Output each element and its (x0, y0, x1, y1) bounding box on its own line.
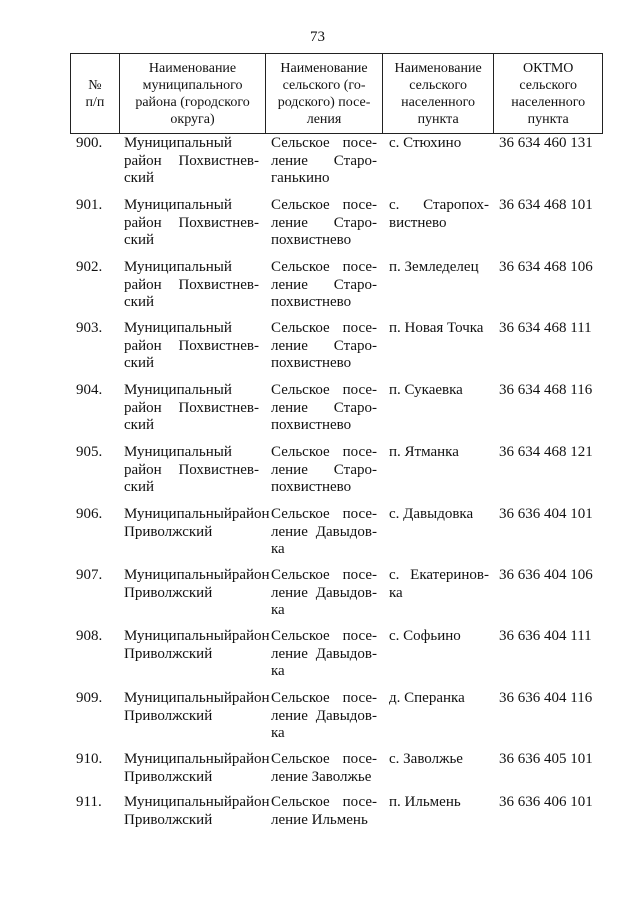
row-district (119, 690, 270, 725)
row-district (119, 259, 265, 312)
row-district (119, 382, 265, 435)
row-place (383, 506, 495, 524)
cell-line: Муниципальный (124, 628, 232, 644)
cell-line: ление Давыдов- (271, 645, 377, 662)
row-settlement (265, 320, 383, 373)
cell-line: Сельское посе- (271, 382, 377, 398)
row-number: 907. (76, 567, 103, 583)
cell-line: вистнево (389, 214, 447, 231)
cell-line: район Приволжский (124, 506, 270, 540)
cell-line: район Приволжский (124, 751, 270, 785)
row-oktmo: 36 636 405 101 (499, 751, 593, 767)
cell-line: ский (124, 355, 154, 371)
row-place (383, 197, 495, 232)
cell-line: Сельское посе- (271, 320, 377, 336)
header-district: Наименование муниципального района (городского округа) (120, 54, 266, 133)
row-oktmo: 36 634 468 111 (499, 320, 592, 336)
cell-line: Муниципальный (124, 690, 232, 706)
cell-line: Сельское посе- (271, 506, 377, 522)
cell-line: Сельское посе- (271, 259, 377, 275)
cell-line: ление Старо- (271, 276, 377, 293)
cell-line: Муниципальный (124, 197, 232, 213)
row-district (119, 444, 265, 497)
cell-line: ка (389, 584, 403, 601)
table-row (70, 444, 603, 502)
cell-line: Сельское посе- (271, 751, 377, 767)
header-settlement: Наименование сельского (го- родского) посе- ления (266, 54, 383, 133)
row-oktmo: 36 636 404 116 (499, 690, 593, 706)
cell-line: с. Старопох- (389, 197, 489, 213)
cell-line: район Похвистнев- (124, 461, 259, 478)
row-district (119, 320, 265, 373)
cell-line: Муниципальный (124, 506, 232, 522)
cell-line: с. Стюхино (389, 135, 462, 151)
row-district (119, 506, 270, 541)
cell-line: ление Давыдов- (271, 584, 377, 601)
cell-line: район Похвистнев- (124, 276, 259, 293)
row-place (383, 751, 495, 769)
row-settlement (265, 506, 383, 559)
cell-line: ка (271, 541, 285, 557)
row-place (383, 690, 495, 708)
cell-line: ка (271, 725, 285, 741)
cell-line: ление Старо- (271, 461, 377, 478)
cell-line: район Похвистнев- (124, 399, 259, 416)
page-number: 73 (310, 29, 325, 45)
cell-line: Сельское посе- (271, 444, 377, 460)
row-district (119, 135, 265, 188)
row-number: 904. (76, 382, 103, 398)
cell-line: похвистнево (271, 417, 352, 433)
row-number: 902. (76, 259, 103, 275)
cell-line: п. Новая Точка (389, 320, 484, 336)
table-row (70, 259, 603, 317)
cell-line: ка (271, 663, 285, 679)
cell-line: район Приволжский (124, 628, 270, 662)
cell-line: похвистнево (271, 479, 352, 495)
cell-line: с. Софьино (389, 628, 461, 644)
row-oktmo: 36 634 468 121 (499, 444, 593, 460)
row-oktmo: 36 636 404 106 (499, 567, 593, 583)
row-oktmo: 36 634 468 116 (499, 382, 593, 398)
cell-line: ка (271, 602, 285, 618)
row-oktmo: 36 634 468 101 (499, 197, 593, 213)
row-settlement (265, 567, 383, 620)
cell-line: Муниципальный (124, 382, 232, 398)
header-place: Наименование сельского населенного пункта (383, 54, 495, 133)
row-district (119, 751, 270, 786)
cell-line: с. Давыдовка (389, 506, 474, 522)
row-place (383, 259, 495, 277)
table-row (70, 320, 603, 378)
cell-line: ление Старо- (271, 214, 377, 231)
row-number: 900. (76, 135, 103, 151)
cell-line: ление Давыдов- (271, 523, 377, 540)
header-number: № п/п (71, 54, 120, 133)
cell-line: Муниципальный (124, 567, 232, 583)
row-number: 908. (76, 628, 103, 644)
cell-line: Муниципальный (124, 135, 232, 151)
row-place (383, 794, 495, 812)
cell-line: с. Екатеринов- (389, 567, 489, 583)
cell-line: Муниципальный (124, 320, 232, 336)
row-place (383, 320, 495, 338)
cell-line: Сельское посе- (271, 197, 377, 213)
row-oktmo: 36 634 468 106 (499, 259, 593, 275)
table-header (70, 53, 603, 134)
table-row (70, 794, 603, 852)
row-settlement (265, 135, 383, 188)
table-row (70, 506, 603, 564)
row-number: 905. (76, 444, 103, 460)
table-row (70, 690, 603, 748)
cell-line: район Приволжский (124, 567, 270, 601)
cell-line: район Похвистнев- (124, 337, 259, 354)
row-oktmo: 36 636 406 101 (499, 794, 593, 810)
cell-line: ский (124, 417, 154, 433)
cell-line: похвистнево (271, 232, 352, 248)
cell-line: ление Старо- (271, 337, 377, 354)
cell-line: Муниципальный (124, 259, 232, 275)
row-number: 903. (76, 320, 103, 336)
row-settlement (265, 259, 383, 312)
row-settlement (265, 197, 383, 250)
cell-line: д. Сперанка (389, 690, 465, 706)
row-settlement (265, 628, 383, 681)
row-district (119, 628, 270, 663)
cell-line: похвистнево (271, 294, 352, 310)
row-settlement (265, 690, 383, 743)
row-number: 910. (76, 751, 103, 767)
cell-line: район Похвистнев- (124, 152, 259, 169)
row-place (383, 135, 495, 153)
cell-line: Сельское посе- (271, 628, 377, 644)
row-number: 906. (76, 506, 103, 522)
table-row (70, 628, 603, 686)
row-place (383, 444, 495, 462)
cell-line: Сельское посе- (271, 690, 377, 706)
header-oktmo: ОКТМО сельского населенного пункта (511, 60, 586, 127)
cell-line: п. Ятманка (389, 444, 459, 460)
row-oktmo: 36 634 460 131 (499, 135, 593, 151)
cell-line: Муниципальный (124, 751, 232, 767)
row-district (119, 567, 270, 602)
cell-line: ский (124, 294, 154, 310)
row-number: 909. (76, 690, 103, 706)
table-row (70, 135, 603, 193)
cell-line: с. Заволжье (389, 751, 463, 767)
cell-line: Сельское посе- (271, 135, 377, 151)
cell-line: ганькино (271, 170, 330, 186)
cell-line: ский (124, 170, 154, 186)
cell-line: Сельское посе- (271, 794, 377, 810)
cell-line: Сельское посе- (271, 567, 377, 583)
row-settlement (265, 751, 383, 786)
row-oktmo: 36 636 404 101 (499, 506, 593, 522)
row-place (383, 567, 495, 602)
cell-line: район Похвистнев- (124, 214, 259, 231)
row-number: 901. (76, 197, 103, 213)
cell-line: ление Заволжье (271, 768, 372, 785)
cell-line: похвистнево (271, 355, 352, 371)
row-district (119, 197, 265, 250)
cell-line: ление Ильмень (271, 811, 368, 828)
table-row (70, 197, 603, 255)
cell-line: ление Давыдов- (271, 707, 377, 724)
cell-line: п. Ильмень (389, 794, 461, 810)
cell-line: ский (124, 479, 154, 495)
row-oktmo: 36 636 404 111 (499, 628, 592, 644)
table-row (70, 567, 603, 625)
row-district (119, 794, 270, 829)
row-number: 911. (76, 794, 102, 810)
cell-line: п. Земледелец (389, 259, 479, 275)
cell-line: ский (124, 232, 154, 248)
row-place (383, 382, 495, 400)
cell-line: ление Старо- (271, 399, 377, 416)
row-place (383, 628, 495, 646)
cell-line: ление Старо- (271, 152, 377, 169)
cell-line: Муниципальный (124, 794, 232, 810)
row-settlement (265, 382, 383, 435)
table-row (70, 382, 603, 440)
row-settlement (265, 444, 383, 497)
cell-line: район Приволжский (124, 794, 270, 828)
cell-line: п. Сукаевка (389, 382, 463, 398)
cell-line: район Приволжский (124, 690, 270, 724)
row-settlement (265, 794, 383, 829)
cell-line: Муниципальный (124, 444, 232, 460)
